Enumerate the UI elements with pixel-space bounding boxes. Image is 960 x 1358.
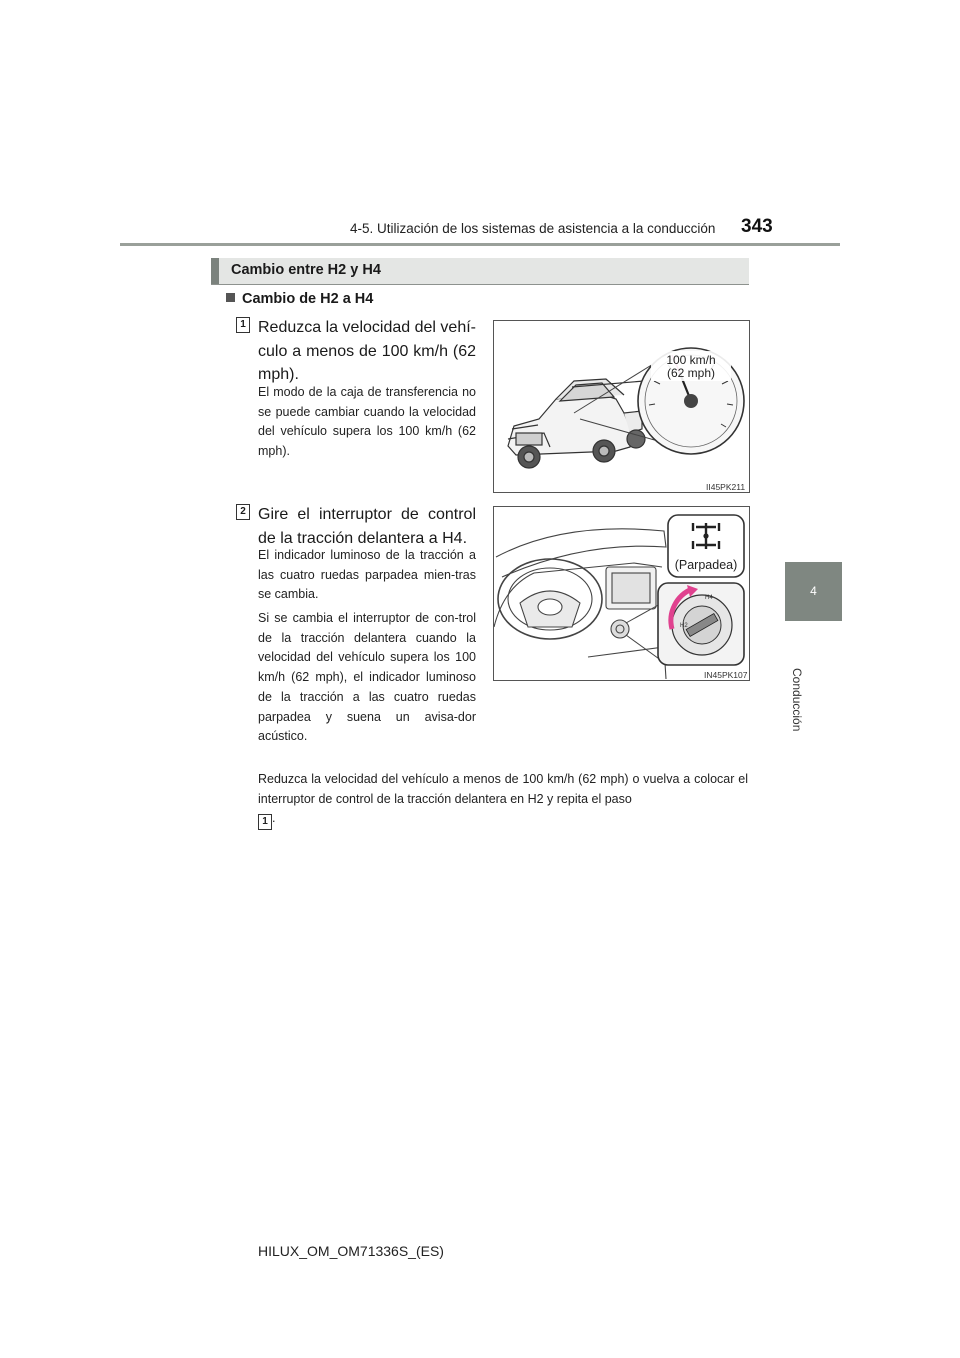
- chapter-label-text: Conducción: [790, 668, 804, 732]
- figure-2-code: IN45PK107: [704, 670, 748, 680]
- step-2-note-1: El indicador luminoso de la tracción a las cuatro ruedas parpadea mien-tras se cambia.: [258, 548, 476, 602]
- step-1-note: El modo de la caja de transferencia no se puede cambiar cuando la velocidad del vehículo supera los 100 km/h (62 mph).: [258, 385, 476, 459]
- subsection-title: [226, 291, 373, 307]
- dashboard-switch-illustration: [494, 507, 751, 682]
- page-number: 343: [741, 216, 773, 237]
- truck-speedometer-illustration: [494, 321, 751, 494]
- chapter-label: [790, 668, 806, 758]
- svg-text:H2: H2: [680, 623, 688, 629]
- running-header: 4-5. Utilización de los sistemas de asistencia a la conducción: [350, 221, 716, 236]
- section-underline: [211, 284, 749, 285]
- svg-text:H4: H4: [705, 595, 713, 601]
- step-2-note-2: Si se cambia el interruptor de con-trol de la tracción delantera cuando la velocidad del vehículo supera los 100 km/h (62 mph), el indicador luminoso de la tracción a las cuatro ruedas parpadea y suena un avisa-dor acústico.: [258, 611, 476, 744]
- header-rule: [120, 243, 840, 246]
- figure-1-code: II45PK211: [706, 482, 746, 492]
- chapter-tab: 4: [785, 562, 842, 621]
- blink-label: (Parpadea): [674, 558, 738, 572]
- closing-note-suffix: .: [272, 811, 276, 826]
- step-2-instruction: Gire el interruptor de control de la tracción delantera a H4.: [258, 506, 476, 547]
- subsection-title-text: Cambio de H2 a H4: [242, 291, 374, 307]
- square-bullet-icon: [226, 293, 235, 302]
- step-number-1: 1: [236, 317, 250, 333]
- closing-note-text: Reduzca la velocidad del vehículo a menos de 100 km/h (62 mph) o vuelva a colocar el interruptor de control de la tracción delantera en H2 y repita el paso: [258, 772, 748, 806]
- section-heading: [211, 258, 749, 284]
- document-code: HILUX_OM_OM71336S_(ES): [258, 1243, 444, 1259]
- section-title: Cambio entre H2 y H4: [231, 262, 381, 278]
- step-1-instruction: Reduzca la velocidad del vehí-culo a menos de 100 km/h (62 mph).: [258, 319, 476, 383]
- speed-label-mph: (62 mph): [666, 366, 716, 380]
- speed-label-kmh: 100 km/h: [666, 353, 716, 367]
- figure-switch: [493, 506, 750, 681]
- figure-speed-limit: [493, 320, 750, 493]
- closing-note: [258, 770, 748, 830]
- step-reference-1: 1: [258, 814, 272, 830]
- step-number-2: 2: [236, 504, 250, 520]
